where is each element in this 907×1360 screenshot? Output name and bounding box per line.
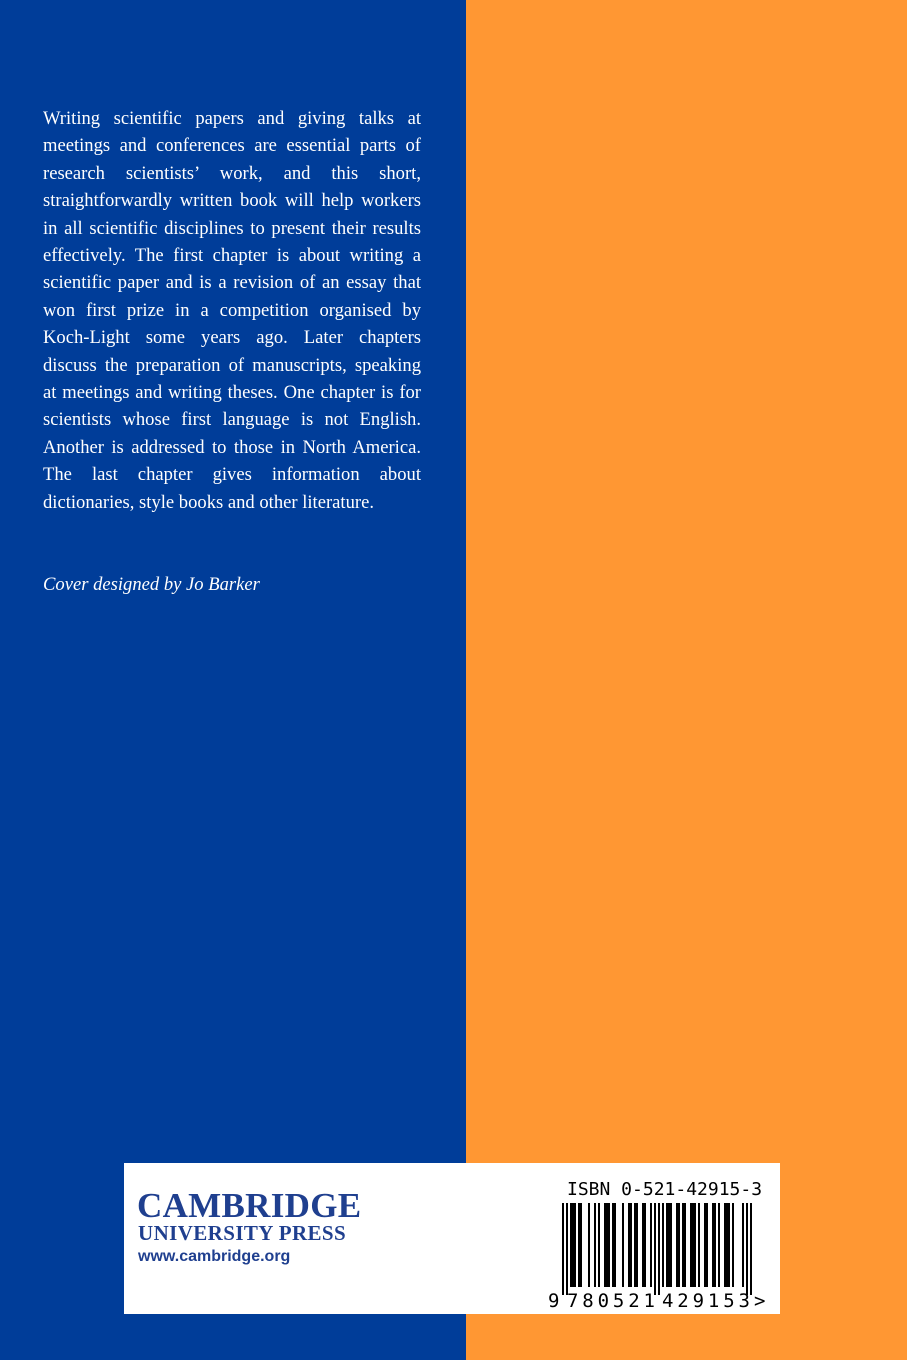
barcode-bar — [718, 1203, 720, 1287]
barcode-bar — [594, 1203, 596, 1287]
ean-first-digit: 9 — [548, 1290, 560, 1312]
ean-right-group: 429153 — [662, 1290, 750, 1312]
barcode-bar — [604, 1203, 606, 1287]
imprint-box — [124, 1163, 780, 1314]
barcode-bar — [682, 1203, 684, 1287]
isbn-label: ISBN 0-521-42915-3 — [567, 1179, 763, 1200]
barcode-bar — [728, 1203, 730, 1287]
barcode-bar — [572, 1203, 574, 1287]
ean-quiet-marker: > — [754, 1290, 766, 1312]
barcode-bar — [666, 1203, 668, 1287]
ean13-barcode — [548, 1203, 778, 1313]
barcode-bar — [634, 1203, 636, 1287]
barcode-bar — [628, 1203, 630, 1287]
barcode-bar — [642, 1203, 644, 1287]
barcode-bar — [606, 1203, 608, 1287]
publisher-name: CAMBRIDGE — [137, 1186, 362, 1225]
barcode-bar — [570, 1203, 572, 1287]
barcode-bar — [668, 1203, 670, 1287]
barcode-bar — [662, 1203, 664, 1287]
barcode-bar — [684, 1203, 686, 1287]
ean-left-group: 780521 — [567, 1290, 655, 1312]
barcode-bar — [608, 1203, 610, 1287]
barcode-guard-bar — [566, 1203, 568, 1295]
publisher-subtitle: UNIVERSITY PRESS — [138, 1221, 347, 1245]
barcode-bar — [676, 1203, 678, 1287]
barcode-bar — [732, 1203, 734, 1287]
barcode-guard-bar — [654, 1203, 656, 1295]
orange-panel — [466, 0, 907, 1360]
barcode-guard-bar — [562, 1203, 564, 1295]
barcode-guard-bar — [658, 1203, 660, 1295]
barcode-bar — [690, 1203, 692, 1287]
barcode-bar — [644, 1203, 646, 1287]
barcode-bar — [650, 1203, 652, 1287]
barcode-guard-bar — [750, 1203, 752, 1295]
barcode-bar — [588, 1203, 590, 1287]
blurb-text: Writing scientific papers and giving talks at meetings and conferences are essential parts of research scientists’ work, and this short, straightforwardly written book will help workers in all scientific disciplines to present their results effectively. The first chapter is about writing a scientific paper and is a revision of an essay that won first prize in a competition organised by Koch-Light some years ago. Later chapters discuss the preparation of manuscripts, speaking at meetings and writing theses. One chapter is for scientists whose first language is not English. Another is addressed to those in North America. The last chapter gives information about dictionaries, style books and other literature. — [43, 108, 421, 513]
barcode-bar — [612, 1203, 614, 1287]
barcode-guard-bar — [746, 1203, 748, 1295]
barcode-bar — [704, 1203, 706, 1287]
barcode-bar — [724, 1203, 726, 1287]
barcode-bar — [578, 1203, 580, 1287]
barcode-bar — [580, 1203, 582, 1287]
barcode-bar — [698, 1203, 700, 1287]
barcode-bar — [630, 1203, 632, 1287]
cover-credit: Cover designed by Jo Barker — [43, 574, 260, 595]
barcode-bar — [712, 1203, 714, 1287]
barcode-bar — [614, 1203, 616, 1287]
barcode-bars — [562, 1203, 752, 1295]
barcode-bar — [742, 1203, 744, 1287]
barcode-bar — [622, 1203, 624, 1287]
barcode-bar — [714, 1203, 716, 1287]
barcode-bar — [706, 1203, 708, 1287]
barcode-bar — [678, 1203, 680, 1287]
publisher-website[interactable]: www.cambridge.org — [138, 1248, 291, 1265]
barcode-bar — [692, 1203, 694, 1287]
barcode-bar — [636, 1203, 638, 1287]
barcode-bar — [574, 1203, 576, 1287]
barcode-bar — [670, 1203, 672, 1287]
barcode-bar — [726, 1203, 728, 1287]
barcode-bar — [694, 1203, 696, 1287]
barcode-bar — [598, 1203, 600, 1287]
